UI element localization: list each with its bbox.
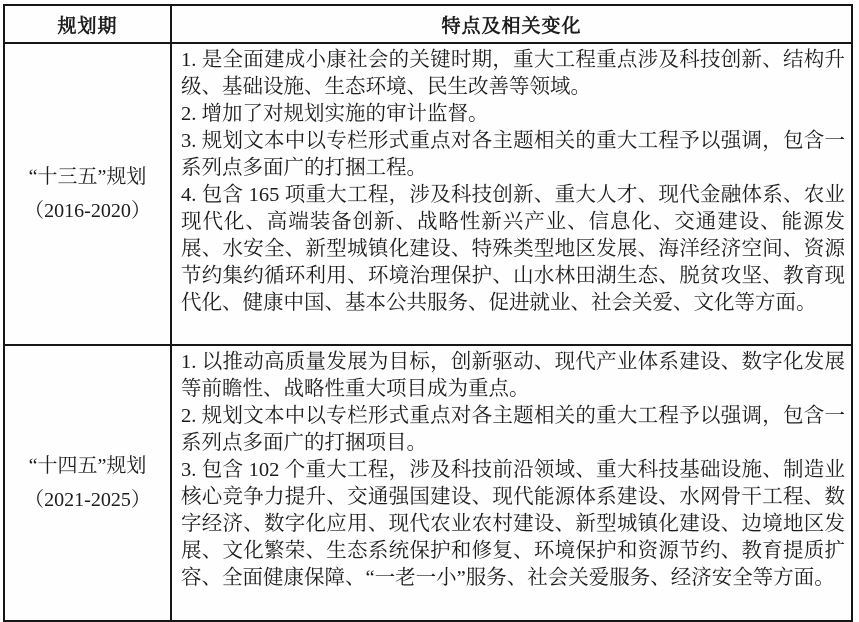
col-header-features-changes: 特点及相关变化 — [171, 5, 852, 43]
feature-item: 2. 规划文本中以专栏形式重点对各主题相关的重大工程予以强调，包含一系列点多面广的打捆项目。 — [181, 405, 845, 454]
feature-item: 3. 规划文本中以专栏形式重点对各主题相关的重大工程予以强调，包含一系列点多面广的打捆工程。 — [181, 130, 845, 179]
period-cell-13th-plan — [4, 43, 171, 345]
table-header-row — [4, 5, 852, 43]
table-row-13th-plan — [4, 43, 852, 345]
planning-periods-table — [3, 4, 853, 622]
period-title: “十三五”规划 — [28, 166, 147, 188]
features-cell-14th-plan — [171, 345, 852, 621]
period-range: （2021-2025） — [24, 489, 151, 511]
col-header-planning-period: 规划期 — [4, 5, 171, 43]
table-row-14th-plan — [4, 345, 852, 621]
period-title: “十四五”规划 — [28, 455, 147, 477]
feature-item: 3. 包含 102 个重大工程，涉及科技前沿领域、重大科技基础设施、制造业核心竞争力提升、交通强国建设、现代能源体系建设、水网骨干工程、数字经济、数字化应用、现代农业农村建设、新型城镇化建设、边境地区发展、文化繁荣、生态系统保护和修复、环境保护和资源节约、教育提质扩容、全面健康保障、“一老一小”服务、社会关爱服务、经济安全等方面。 — [181, 459, 845, 589]
period-cell-14th-plan — [4, 345, 171, 621]
feature-item: 1. 是全面建成小康社会的关键时期，重大工程重点涉及科技创新、结构升级、基础设施、生态环境、民生改善等领域。 — [181, 49, 845, 98]
feature-item: 1. 以推动高质量发展为目标，创新驱动、现代产业体系建设、数字化发展等前瞻性、战略性重大项目成为重点。 — [181, 351, 845, 400]
period-range: （2016-2020） — [24, 200, 151, 222]
features-cell-13th-plan — [171, 43, 852, 345]
feature-item: 2. 增加了对规划实施的审计监督。 — [181, 103, 489, 125]
feature-item: 4. 包含 165 项重大工程，涉及科技创新、重大人才、现代金融体系、农业现代化、高端装备创新、战略性新兴产业、信息化、交通建设、能源发展、水安全、新型城镇化建设、特殊类型地区发展、海洋经济空间、资源节约集约循环利用、环境治理保护、山水林田湖生态、脱贫攻坚、教育现代化、健康中国、基本公共服务、促进就业、社会关爱、文化等方面。 — [181, 184, 845, 314]
